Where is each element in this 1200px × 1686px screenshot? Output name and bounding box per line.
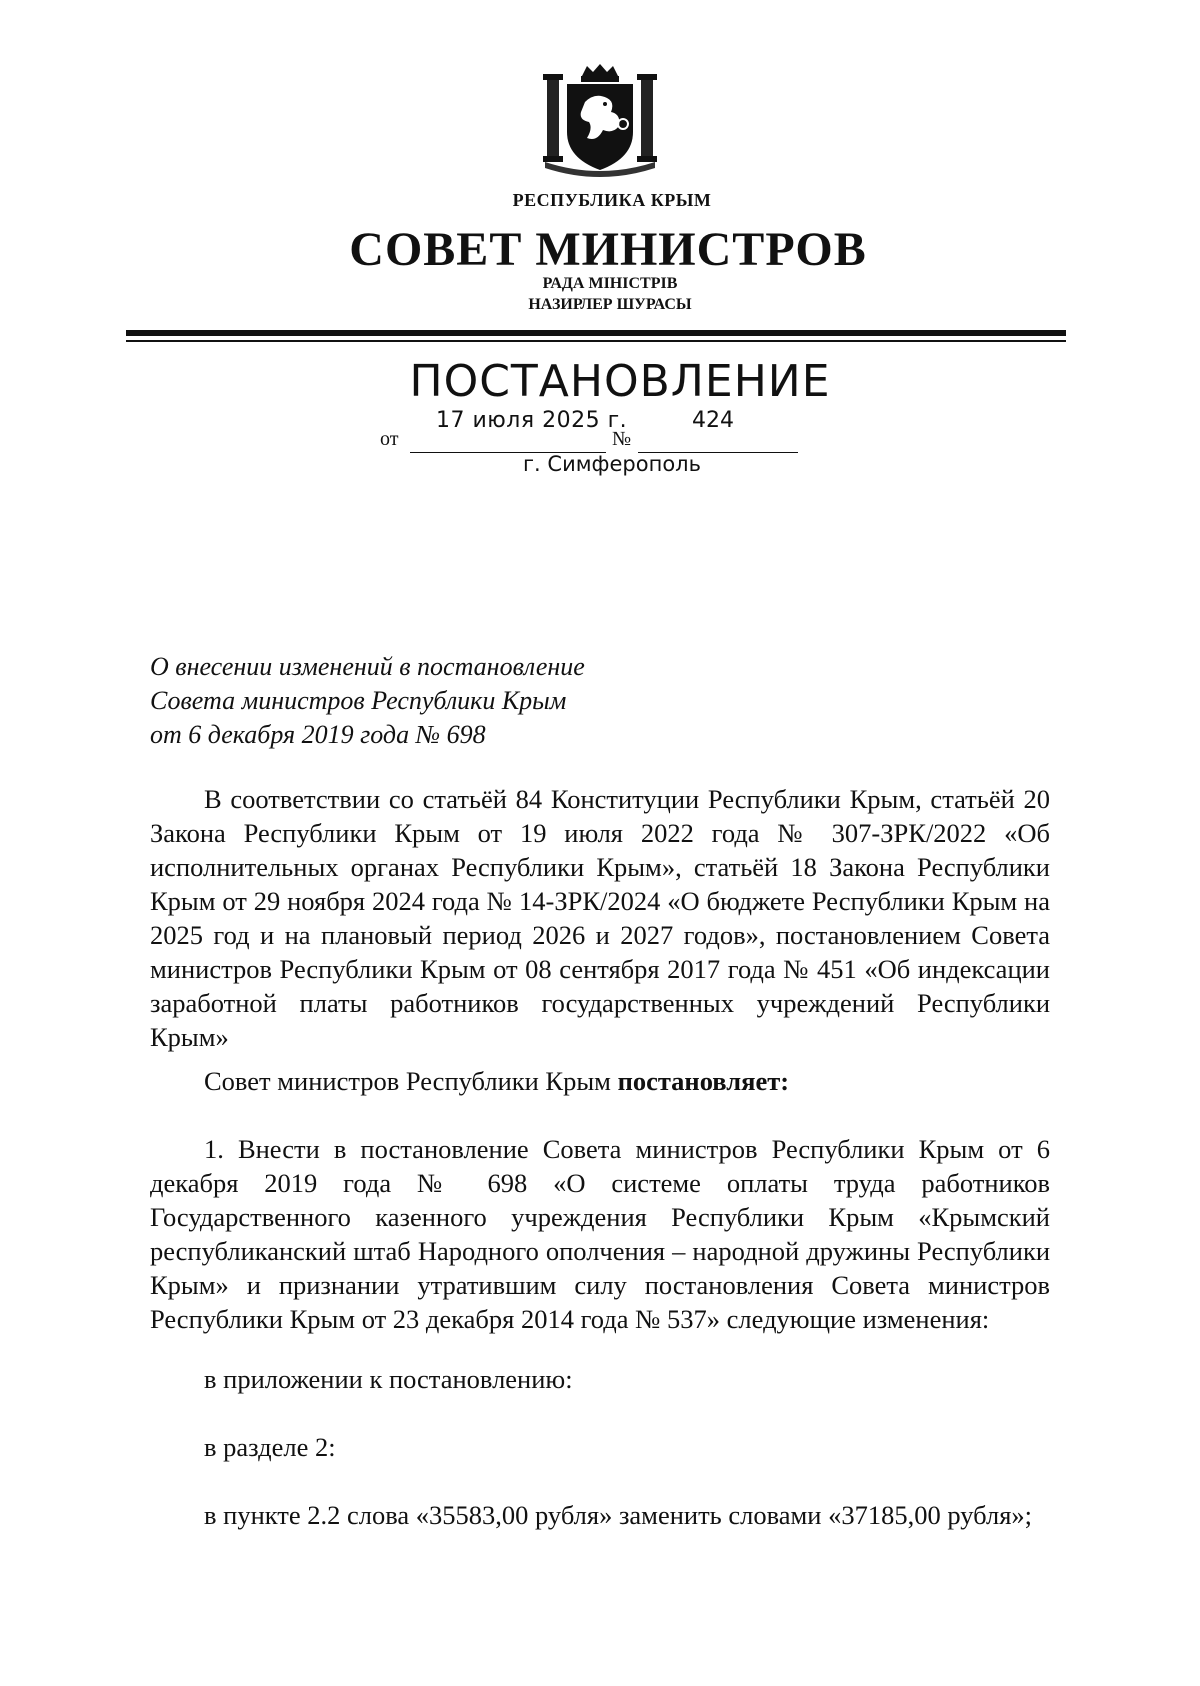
document-type: ПОСТАНОВЛЕНИЕ <box>409 356 831 407</box>
document-city: г. Симферополь <box>523 452 701 476</box>
document-number: 424 <box>692 408 734 433</box>
document-subject <box>150 650 585 752</box>
section-paragraph: в разделе 2: <box>204 1432 336 1462</box>
document-date: 17 июля 2025 г. <box>436 408 628 433</box>
decree-paragraph <box>150 1064 1050 1098</box>
subject-line: Совета министров Республики Крым <box>150 686 567 715</box>
council-name-ukrainian: РАДА МІНІСТРІВ <box>542 275 678 292</box>
decree-verb: постановляет: <box>617 1066 790 1096</box>
council-name-crimean-tatar: НАЗИРЛЕР ШУРАСЫ <box>528 296 692 313</box>
appendix-paragraph: в приложении к постановлению: <box>204 1364 573 1394</box>
coat-of-arms-icon <box>537 62 663 180</box>
subject-line: от 6 декабря 2019 года № 698 <box>150 720 486 749</box>
preamble-paragraph: В соответствии со статьёй 84 Конституции Республики Крым, статьёй 20 Закона Республики Крым от 19 июля 2022 года № 307-ЗРК/2022 «Об исполнительных органах Республики Крым», статьёй 18 Закона Республики Крым от 29 ноября 2024 года № 14-ЗРК/2024 «О бюджете Республики Крым на 2025 год и на плановый период 2026 и 2027 годов», постановлением Совета министров Республики Крым от 08 сентября 2017 года № 451 «Об индексации заработной платы работников государственных учреждений Республики Крым» <box>150 784 1050 1052</box>
republic-name: РЕСПУБЛИКА КРЫМ <box>512 190 712 210</box>
header-divider-thin <box>126 340 1066 342</box>
subject-line: О внесении изменений в постановление <box>150 652 585 681</box>
council-name: СОВЕТ МИНИСТРОВ <box>349 223 867 276</box>
header-divider-thick <box>126 330 1066 336</box>
from-label: от <box>380 428 399 450</box>
date-number-row <box>380 408 800 454</box>
item-1-paragraph: 1. Внести в постановление Совета министров Республики Крым от 6 декабря 2019 года № 698 «О системе оплаты труда работников Государственного казенного учреждения Республики Крым «Крымский республиканский штаб Народного ополчения – народной дружины Республики Крым» и признании утратившим силу постановления Совета министров Республики Крым от 23 декабря 2014 года № 537» следующие изменения: <box>150 1134 1050 1334</box>
number-label: № <box>612 428 632 450</box>
clause-paragraph: в пункте 2.2 слова «35583,00 рубля» заменить словами «37185,00 рубля»; <box>204 1500 1032 1530</box>
decree-intro: Совет министров Республики Крым <box>204 1066 611 1096</box>
